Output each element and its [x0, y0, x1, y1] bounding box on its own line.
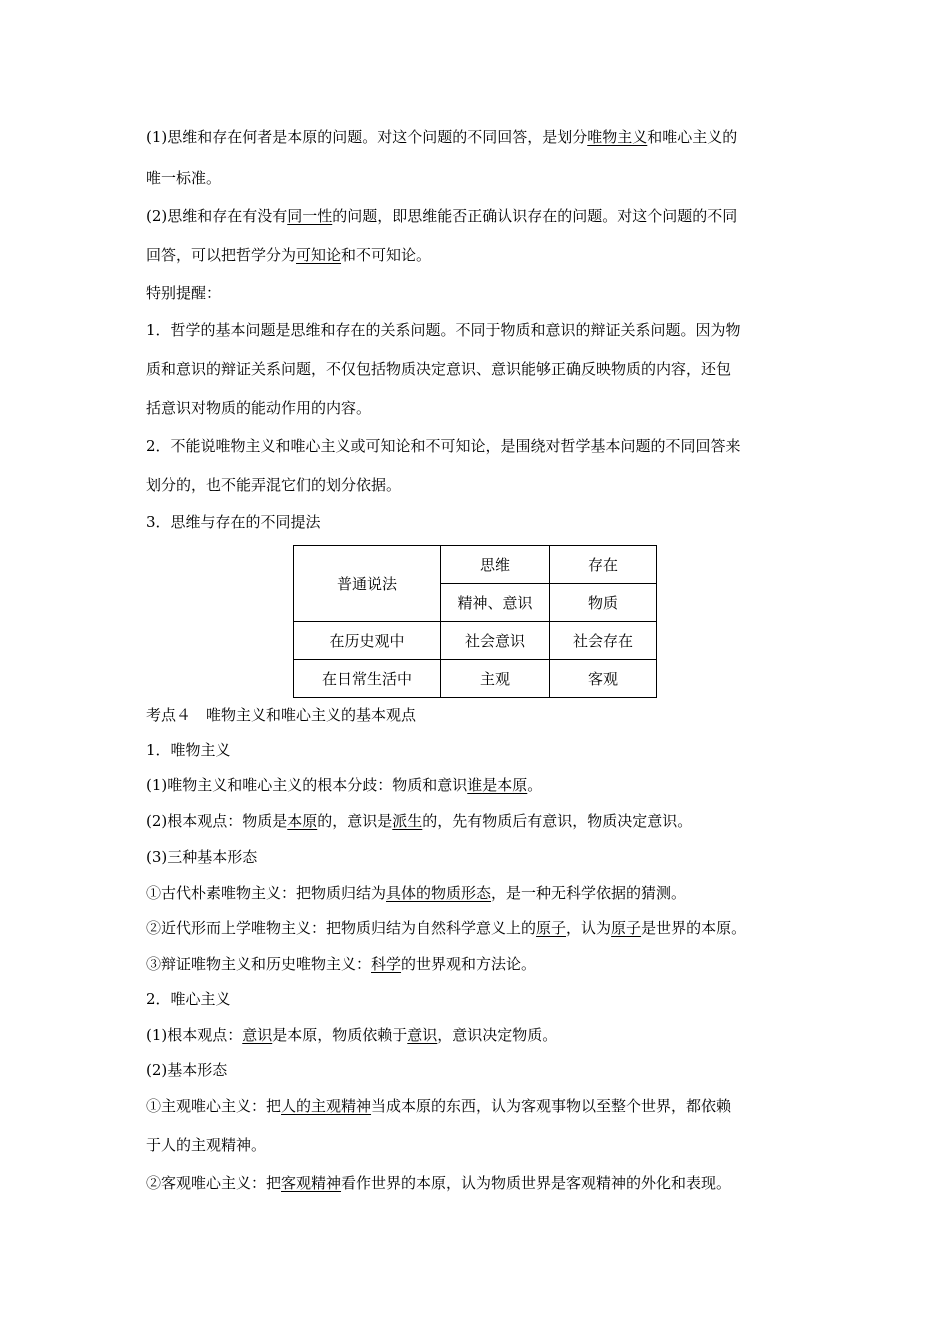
- reminder-item-1-line-1: 1．哲学的基本问题是思维和存在的关系问题。不同于物质和意识的辩证关系问题。因为物: [146, 321, 741, 339]
- text: 和不可知论。: [341, 246, 432, 264]
- form-ancient: [146, 883, 686, 903]
- underlined-term: 本原: [287, 812, 318, 830]
- text: (2)思维和存在有没有: [146, 207, 288, 225]
- text: ②客观唯心主义：把: [146, 1174, 282, 1192]
- underlined-term: 科学: [371, 955, 402, 973]
- text: (1)唯物主义和唯心主义的根本分歧：物质和意识: [146, 776, 468, 794]
- underlined-term: 谁是本原: [467, 776, 528, 794]
- comparison-table: [293, 545, 657, 698]
- text: 的问题，即思维能否正确认识存在的问题。对这个问题的不同: [332, 207, 738, 225]
- form-modern: [146, 918, 746, 938]
- materialism-point-1: [146, 775, 542, 795]
- paragraph-2-cont: [146, 245, 431, 265]
- text: 的，先有物质后有意识，物质决定意识。: [422, 812, 693, 830]
- text: 是本原，物质依赖于: [272, 1026, 408, 1044]
- underlined-term: 人的主观精神: [281, 1097, 372, 1115]
- text: 的世界观和方法论。: [401, 955, 537, 973]
- reminder-item-3: 3．思维与存在的不同提法: [146, 513, 321, 531]
- form-subjective: [146, 1096, 731, 1116]
- underlined-term: 唯物主义: [587, 128, 648, 146]
- paragraph-1: [146, 127, 737, 147]
- heading-idealism: 2．唯心主义: [146, 990, 231, 1008]
- heading-materialism: 1．唯物主义: [146, 741, 231, 759]
- text: (1)根本观点：: [146, 1026, 243, 1044]
- text: 看作世界的本原，认为物质世界是客观精神的外化和表现。: [341, 1174, 732, 1192]
- text: 和唯心主义的: [647, 128, 738, 146]
- underlined-term: 原子: [611, 919, 642, 937]
- text: ①主观唯心主义：把: [146, 1097, 282, 1115]
- text: (1)思维和存在何者是本原的问题。对这个问题的不同回答，是划分: [146, 128, 588, 146]
- table-cell: 普通说法: [294, 546, 441, 622]
- text: ①古代朴素唯物主义：把物质归结为: [146, 884, 387, 902]
- underlined-term: 派生: [392, 812, 423, 830]
- reminder-item-1-line-3: 括意识对物质的能动作用的内容。: [146, 399, 372, 417]
- reminder-title: 特别提醒：: [146, 284, 222, 302]
- table-cell: 社会存在: [550, 622, 657, 660]
- text: 是世界的本原。: [641, 919, 747, 937]
- table-cell: 在历史观中: [294, 622, 441, 660]
- text: ③辩证唯物主义和历史唯物主义：: [146, 955, 372, 973]
- underlined-term: 客观精神: [281, 1174, 342, 1192]
- table-cell: 思维: [441, 546, 550, 584]
- underlined-term: 原子: [536, 919, 567, 937]
- text: ②近代形而上学唯物主义：把物质归结为自然科学意义上的: [146, 919, 537, 937]
- text: (2)根本观点：物质是: [146, 812, 288, 830]
- underlined-term: 意识: [242, 1026, 273, 1044]
- table-cell: 在日常生活中: [294, 660, 441, 698]
- underlined-term: 意识: [407, 1026, 438, 1044]
- text: 的，意识是: [317, 812, 393, 830]
- form-subjective-cont: 于人的主观精神。: [146, 1136, 267, 1154]
- text: 回答，可以把哲学分为: [146, 246, 297, 264]
- paragraph-1-cont: 唯一标准。: [146, 169, 222, 187]
- table-cell: 物质: [550, 584, 657, 622]
- reminder-item-2-line-2: 划分的，也不能弄混它们的划分依据。: [146, 476, 402, 494]
- idealism-point-1: [146, 1025, 557, 1045]
- kaodian-4-title: 考点４ 唯物主义和唯心主义的基本观点: [146, 706, 417, 724]
- form-dialectical: [146, 954, 536, 974]
- table-row: [294, 660, 657, 698]
- underlined-term: 具体的物质形态: [386, 884, 492, 902]
- table-cell: 存在: [550, 546, 657, 584]
- text: ，是一种无科学依据的猜测。: [491, 884, 687, 902]
- form-objective: [146, 1173, 731, 1193]
- materialism-point-3: (3)三种基本形态: [146, 848, 258, 866]
- table-row: [294, 622, 657, 660]
- text: 。: [527, 776, 543, 794]
- table-cell: 主观: [441, 660, 550, 698]
- table-cell: 精神、意识: [441, 584, 550, 622]
- idealism-point-2: (2)基本形态: [146, 1061, 228, 1079]
- underlined-term: 同一性: [287, 207, 333, 225]
- text: 当成本原的东西，认为客观事物以至整个世界，都依赖: [371, 1097, 732, 1115]
- reminder-item-1-line-2: 质和意识的辩证关系问题，不仅包括物质决定意识、意识能够正确反映物质的内容，还包: [146, 360, 732, 378]
- text: ，认为: [566, 919, 612, 937]
- table-cell: 客观: [550, 660, 657, 698]
- materialism-point-2: [146, 811, 692, 831]
- underlined-term: 可知论: [296, 246, 342, 264]
- reminder-item-2-line-1: 2．不能说唯物主义和唯心主义或可知论和不可知论，是围绕对哲学基本问题的不同回答来: [146, 437, 741, 455]
- paragraph-2: [146, 206, 737, 226]
- table-row: [294, 546, 657, 584]
- table-cell: 社会意识: [441, 622, 550, 660]
- text: ，意识决定物质。: [437, 1026, 558, 1044]
